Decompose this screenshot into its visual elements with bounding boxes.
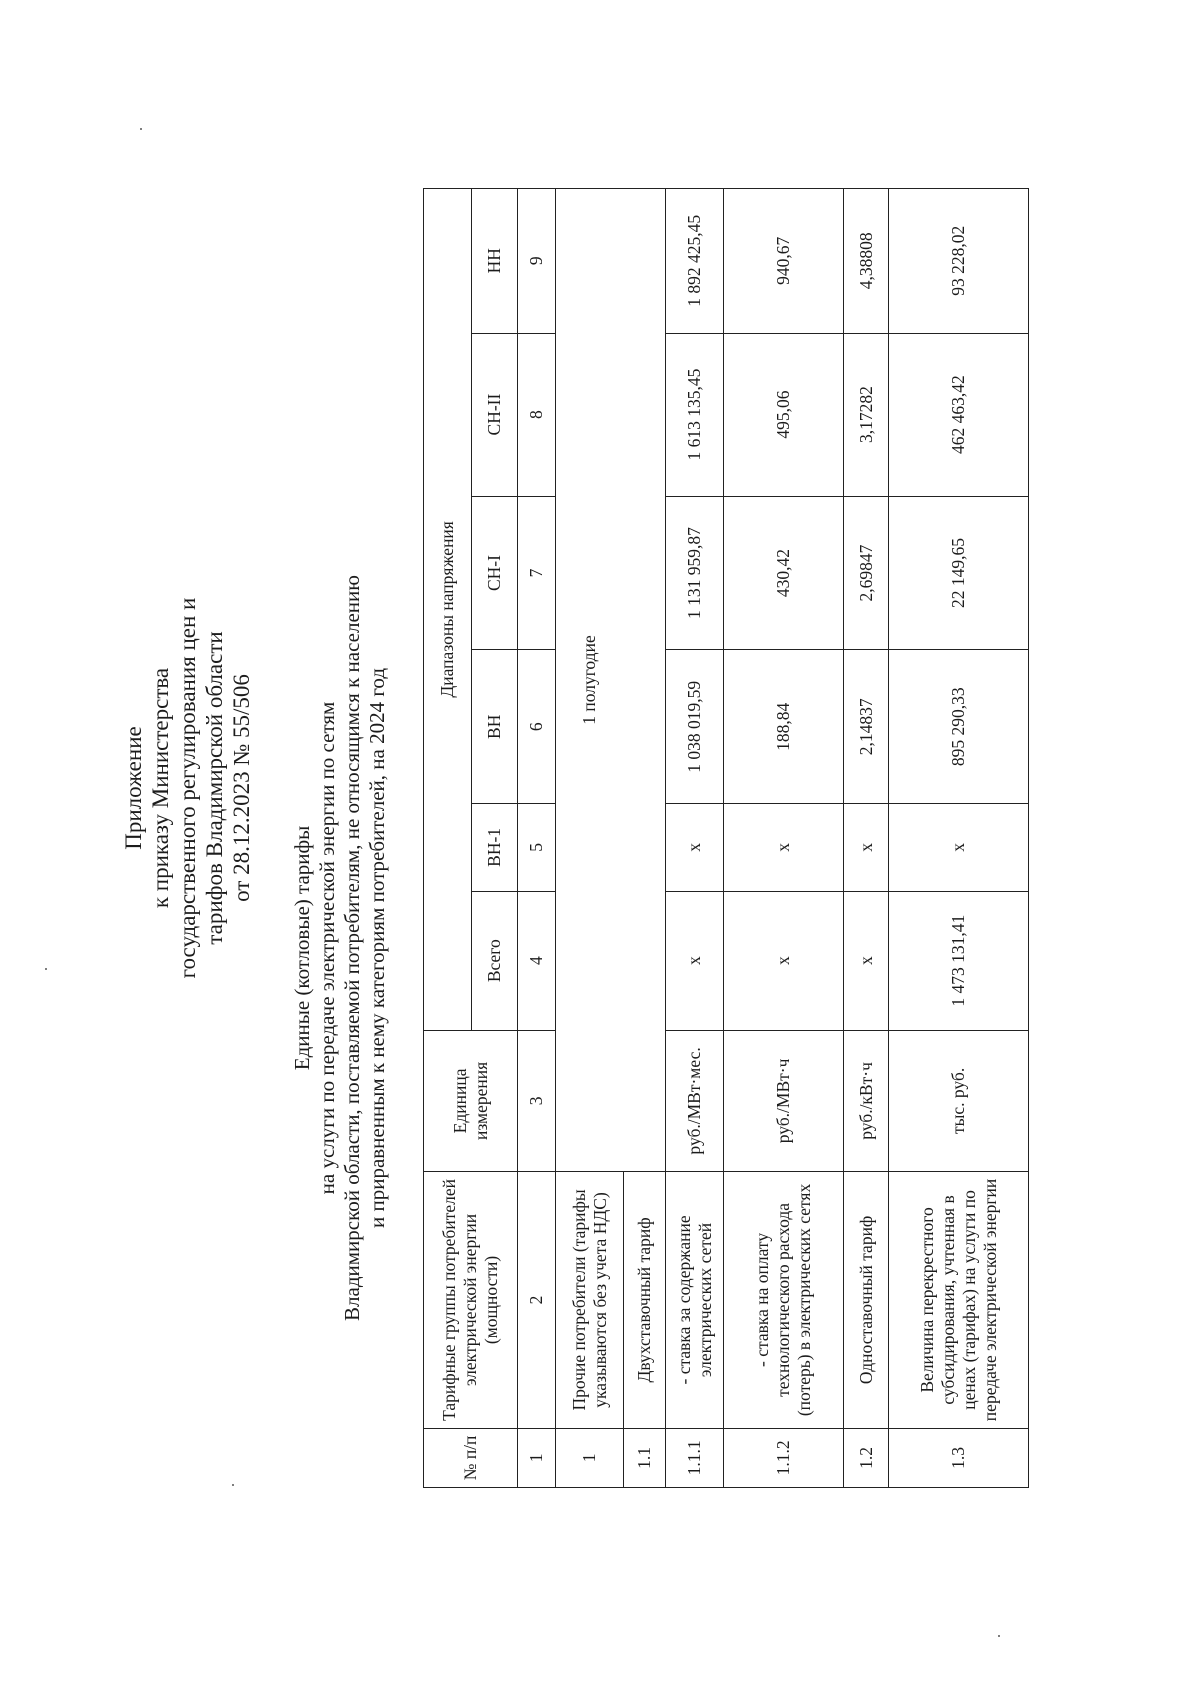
header-total: Всего — [472, 891, 518, 1030]
appendix-title: Приложение — [121, 726, 146, 850]
row-vn: 188,84 — [724, 650, 844, 804]
title-line-3: Владимирской области, поставляемой потребителям, не относящимся к населению — [340, 575, 364, 1321]
col-number: 3 — [518, 1030, 556, 1171]
scan-speck — [232, 1484, 234, 1486]
scan-speck — [998, 1635, 1000, 1637]
tariff-table — [423, 188, 1029, 1488]
header-sn2: СН-II — [472, 333, 518, 496]
row-vn: 2,14837 — [844, 650, 889, 804]
appendix-date-number: от 28.12.2023 № 55/506 — [229, 674, 254, 902]
table-row — [889, 189, 1029, 1488]
row-sn2: 462 463,42 — [889, 333, 1029, 496]
row-num: 1.2 — [844, 1428, 889, 1487]
row-nn: 93 228,02 — [889, 189, 1029, 334]
row-nn: 940,67 — [724, 189, 844, 334]
row-vn: 1 038 019,59 — [666, 650, 724, 804]
row-num: 1.1.2 — [724, 1428, 844, 1487]
row-sn2: 495,06 — [724, 333, 844, 496]
col-number: 8 — [518, 333, 556, 496]
row-sn1: 2,69847 — [844, 496, 889, 650]
row-empty-span — [624, 189, 666, 1172]
section-row — [556, 189, 624, 1488]
row-label: Двухставочный тариф — [624, 1172, 666, 1429]
scan-speck — [45, 968, 47, 970]
header-row-1 — [424, 189, 472, 1488]
row-label: - ставка за содержание электрических сетей — [666, 1172, 724, 1429]
row-unit: руб./кВт·ч — [844, 1030, 889, 1171]
header-unit: Единица измерения — [424, 1030, 518, 1171]
row-total: 1 473 131,41 — [889, 891, 1029, 1030]
appendix-region-line: тарифов Владимирской области — [202, 631, 227, 945]
table-row — [666, 189, 724, 1488]
appendix-ministry-line: государственного регулирования цен и — [175, 597, 200, 979]
row-sn1: 1 131 959,87 — [666, 496, 724, 650]
row-unit: руб./МВт·ч — [724, 1030, 844, 1171]
row-vn1: х — [724, 804, 844, 891]
col-number: 1 — [518, 1428, 556, 1487]
row-label: Величина перекрестного субсидирования, учтенная в ценах (тарифах) на услуги по передаче электрической энергии — [889, 1172, 1029, 1429]
row-sn1: 22 149,65 — [889, 496, 1029, 650]
scan-speck — [140, 128, 142, 130]
row-label: Одноставочный тариф — [844, 1172, 889, 1429]
appendix-header — [120, 568, 255, 1008]
row-num: 1.1 — [624, 1428, 666, 1487]
row-vn1: х — [844, 804, 889, 891]
section-period: 1 полугодие — [556, 189, 624, 1172]
row-num: 1.3 — [889, 1428, 1029, 1487]
table-row — [844, 189, 889, 1488]
row-sn1: 430,42 — [724, 496, 844, 650]
header-nn: НН — [472, 189, 518, 334]
header-vn1: ВН-1 — [472, 804, 518, 891]
section-num: 1 — [556, 1428, 624, 1487]
col-number: 9 — [518, 189, 556, 334]
row-num: 1.1.1 — [666, 1428, 724, 1487]
title-line-1: Единые (котловые) тарифы — [290, 825, 314, 1071]
col-number: 5 — [518, 804, 556, 891]
col-number: 4 — [518, 891, 556, 1030]
table-row — [724, 189, 844, 1488]
rotated-landscape-content — [20, 8, 1180, 1688]
header-vn: ВН — [472, 650, 518, 804]
title-line-2: на услуги по передаче электрической энергии по сетям — [315, 701, 339, 1195]
row-total: х — [666, 891, 724, 1030]
row-nn: 4,38808 — [844, 189, 889, 334]
col-number: 6 — [518, 650, 556, 804]
row-total: х — [724, 891, 844, 1030]
row-total: х — [844, 891, 889, 1030]
row-sn2: 1 613 135,45 — [666, 333, 724, 496]
row-vn1: х — [889, 804, 1029, 891]
header-num: № п/п — [424, 1428, 518, 1487]
col-number: 2 — [518, 1172, 556, 1429]
row-sn2: 3,17282 — [844, 333, 889, 496]
col-number: 7 — [518, 496, 556, 650]
row-nn: 1 892 425,45 — [666, 189, 724, 334]
title-line-4: и приравненным к нему категориям потребителей, на 2024 год — [365, 667, 389, 1229]
header-voltage-ranges: Диапазоны напряжения — [424, 189, 472, 1031]
section-label: Прочие потребители (тарифы указываются без учета НДС) — [556, 1172, 624, 1429]
row-vn: 895 290,33 — [889, 650, 1029, 804]
table-row — [624, 189, 666, 1488]
document-title — [290, 398, 390, 1498]
row-unit: тыс. руб. — [889, 1030, 1029, 1171]
row-unit: руб./МВт·мес. — [666, 1030, 724, 1171]
row-label: - ставка на оплату технологического расхода (потерь) в электрических сетях — [724, 1172, 844, 1429]
appendix-order-line: к приказу Министерства — [148, 667, 173, 909]
header-group: Тарифные группы потребителей электрической энергии (мощности) — [424, 1172, 518, 1429]
row-vn1: х — [666, 804, 724, 891]
header-sn1: СН-I — [472, 496, 518, 650]
column-number-row — [518, 189, 556, 1488]
